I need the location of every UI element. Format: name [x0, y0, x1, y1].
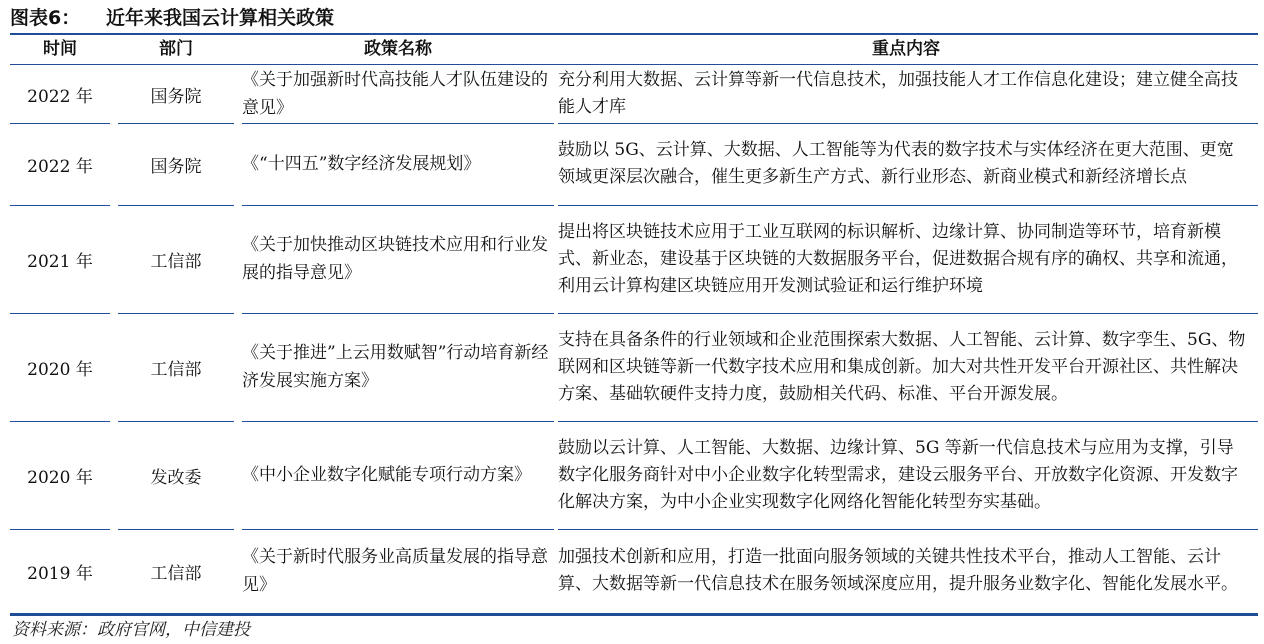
figure-label: 图表6：: [10, 7, 81, 29]
row-policy-name: [242, 66, 554, 122]
row-department: 国务院: [150, 156, 202, 177]
row-year: 2020 年: [27, 359, 93, 380]
row-year: 2021 年: [27, 251, 93, 272]
row-content-text: 鼓励以云计算、人工智能、大数据、边缘计算、5G 等新一代信息技术与应用为支撑，引导数字化服务商针对中小企业数字化转型需求，建设云服务平台、开放数字化资源、开发数字化解决方案，为中小企业实现数字化网络化智能化转型夯实基础。: [558, 437, 1238, 512]
row-policy-name: [242, 314, 554, 420]
figure-title-text: 近年来我国云计算相关政策: [106, 7, 335, 29]
row-year: 2020 年: [27, 467, 93, 488]
row-key-content: [558, 422, 1250, 528]
header-department: 部门: [159, 39, 193, 59]
row-department: 国务院: [150, 86, 202, 107]
table-header: [10, 35, 1258, 64]
table-row: [10, 206, 1258, 312]
row-policy-text: 《关于推进”上云用数赋智”行动培育新经济发展实施方案》: [242, 343, 549, 391]
row-policy-text: 《“十四五”数字经济发展规划》: [242, 154, 481, 174]
row-policy-text: 《关于加快推动区块链技术应用和行业发展的指导意见》: [242, 235, 548, 283]
row-department: 工信部: [150, 251, 202, 272]
row-policy-text: 《关于新时代服务业高质量发展的指导意见》: [242, 547, 548, 595]
row-year: 2019 年: [27, 563, 93, 584]
row-key-content: [558, 206, 1250, 312]
row-content-text: 提出将区块链技术应用于工业互联网的标识解析、边缘计算、协同制造等环节，培育新模式、新业态，建设基于区块链的大数据服务平台，促进数据合规有序的确权、共享和流通，利用云计算构建区块链应用开发测试验证和运行维护环境: [558, 221, 1238, 296]
row-policy-name: [242, 530, 554, 612]
header-year: 时间: [43, 39, 77, 59]
row-policy-name: [242, 124, 554, 204]
row-content-text: 加强技术创新和应用，打造一批面向服务领域的关键共性技术平台，推动人工智能、云计算、大数据等新一代信息技术在服务领域深度应用，提升服务业数字化、智能化发展水平。: [558, 547, 1238, 594]
table-header-rule: [10, 64, 1258, 65]
header-policy-name: 政策名称: [364, 39, 432, 59]
row-department: 工信部: [150, 359, 202, 380]
row-policy-name: [242, 206, 554, 312]
table-row: [10, 66, 1258, 122]
table-bottom-rule: [10, 613, 1258, 616]
table-row: [10, 530, 1258, 612]
row-policy-text: 《中小企业数字化赋能专项行动方案》: [242, 465, 531, 485]
row-content-text: 充分利用大数据、云计算等新一代信息技术，加强技能人才工作信息化建设；建立健全高技能人才库: [558, 70, 1238, 117]
row-policy-name: [242, 422, 554, 528]
row-key-content: [558, 314, 1250, 420]
figure-title: [10, 4, 334, 32]
header-key-content: 重点内容: [872, 39, 940, 59]
row-key-content: [558, 124, 1250, 204]
row-key-content: [558, 66, 1250, 122]
table-row: [10, 124, 1258, 204]
row-year: 2022 年: [27, 156, 93, 177]
source-note: 资料来源：政府官网，中信建投: [12, 620, 250, 640]
row-key-content: [558, 530, 1250, 612]
row-department: 工信部: [150, 563, 202, 584]
row-department: 发改委: [150, 467, 202, 488]
row-content-text: 鼓励以 5G、云计算、大数据、人工智能等为代表的数字技术与实体经济在更大范围、更宽领域更深层次融合，催生更多新生产方式、新行业形态、新商业模式和新经济增长点: [558, 140, 1234, 187]
row-policy-text: 《关于加强新时代高技能人才队伍建设的意见》: [242, 70, 548, 118]
row-content-text: 支持在具备条件的行业领域和企业范围探索大数据、人工智能、云计算、数字孪生、5G、物联网和区块链等新一代数字技术应用和集成创新。加大对共性开发平台开源社区、共性解决方案、基础软硬件支持力度，鼓励相关代码、标准、平台开源发展。: [558, 329, 1246, 404]
table-row: [10, 314, 1258, 420]
row-year: 2022 年: [27, 86, 93, 107]
table-row: [10, 422, 1258, 528]
